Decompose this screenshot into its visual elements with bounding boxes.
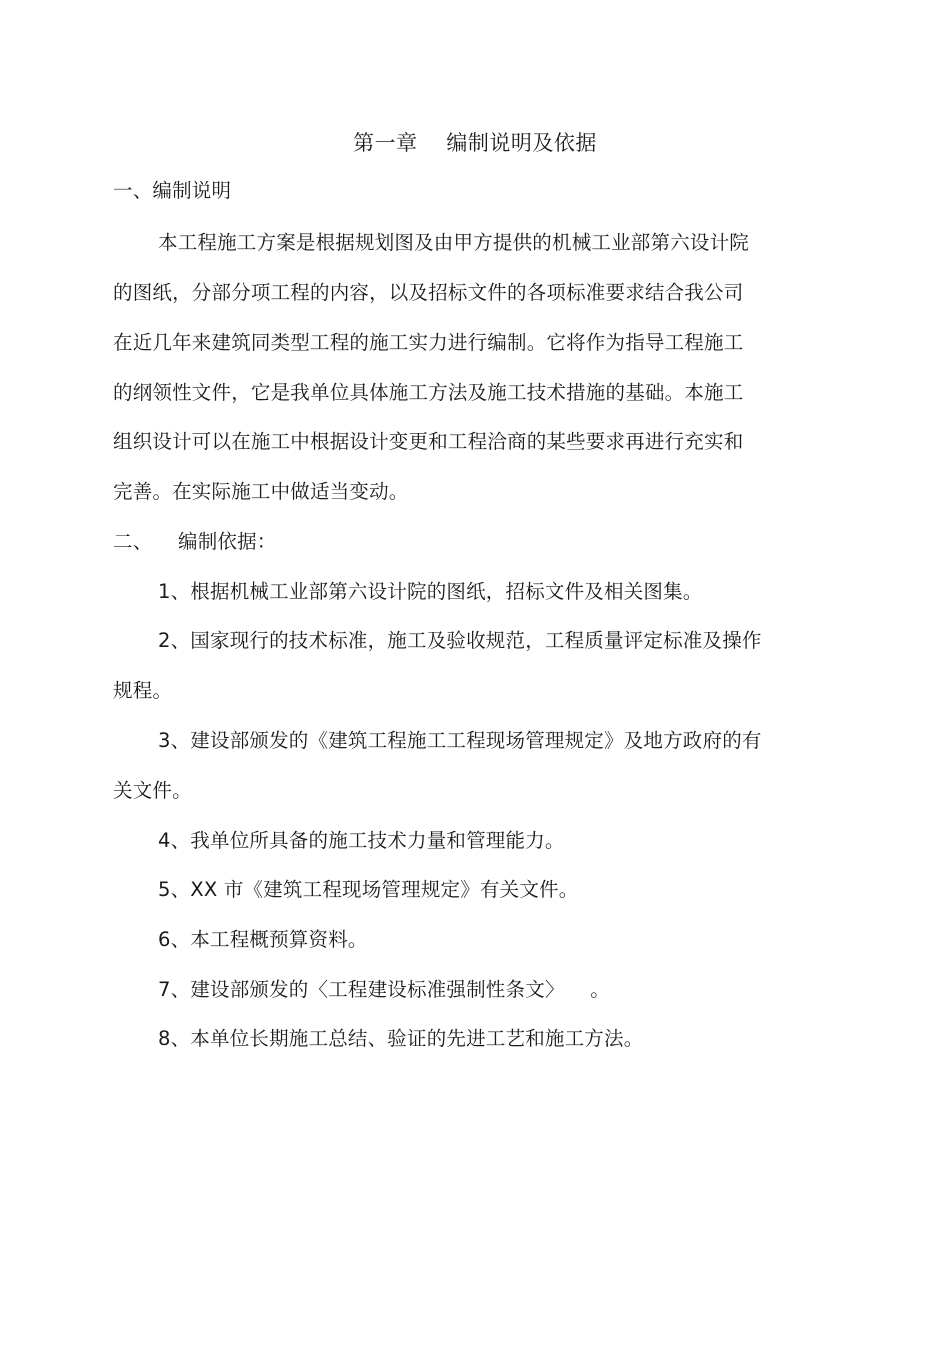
paragraph-line: 组织设计可以在施工中根据设计变更和工程洽商的某些要求再进行充实和 [113,430,744,453]
list-item: 7、建设部颁发的〈工程建设标准强制性条文〉 。 [158,978,610,1001]
list-item: 6、本工程概预算资料。 [158,928,368,951]
paragraph-line: 本工程施工方案是根据规划图及由甲方提供的机械工业部第六设计院 [158,231,750,254]
section-heading-1: 一、编制说明 [113,179,232,202]
list-item-continuation: 关文件。 [113,779,192,802]
list-item: 4、我单位所具备的施工技术力量和管理能力。 [158,829,565,852]
list-item: 1、根据机械工业部第六设计院的图纸，招标文件及相关图集。 [158,580,703,603]
list-item: 5、XX 市《建筑工程现场管理规定》有关文件。 [158,878,579,901]
paragraph-line: 的图纸，分部分项工程的内容，以及招标文件的各项标准要求结合我公司 [113,281,744,304]
section-heading-2: 二、 编制依据： [113,530,277,553]
paragraph-line: 在近几年来建筑同类型工程的施工实力进行编制。它将作为指导工程施工 [113,331,744,354]
chapter-title: 第一章 编制说明及依据 [353,131,597,155]
list-item-continuation: 规程。 [113,679,173,702]
list-item: 8、本单位长期施工总结、验证的先进工艺和施工方法。 [158,1027,644,1050]
list-item: 2、国家现行的技术标准，施工及验收规范，工程质量评定标准及操作 [158,629,762,652]
list-item: 3、建设部颁发的《建筑工程施工工程现场管理规定》及地方政府的有 [158,729,762,752]
paragraph-line: 完善。在实际施工中做适当变动。 [113,480,409,503]
paragraph-line: 的纲领性文件，它是我单位具体施工方法及施工技术措施的基础。本施工 [113,381,744,404]
